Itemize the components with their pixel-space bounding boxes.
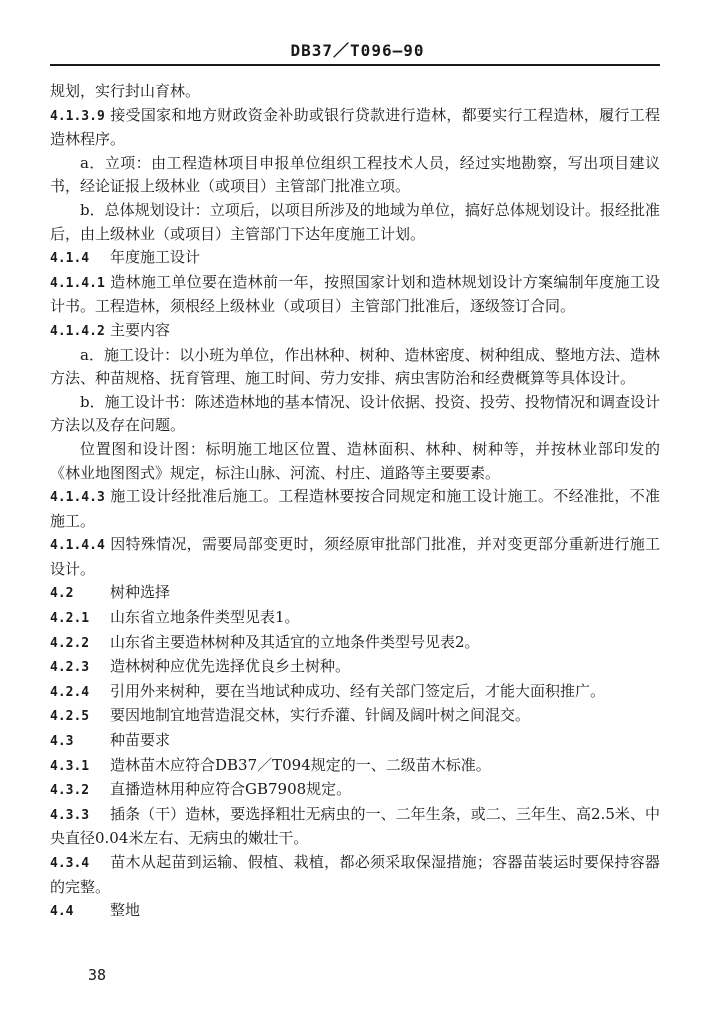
paragraph [50, 391, 660, 438]
paragraph-text: 因特殊情况，需要局部变更时，须经原审批部门批准，并对变更部分重新进行施工设计。 [50, 535, 660, 578]
paragraph-text: 主要内容 [110, 320, 171, 339]
paragraph-text: 引用外来树种，要在当地试种成功、经有关部门签定后，才能大面积推广。 [110, 681, 606, 700]
clause-number: 4.2.2 [50, 635, 90, 651]
paragraph-text: 种苗要求 [110, 731, 171, 750]
clause-number: 4.3 [50, 734, 74, 750]
paragraph-text: 苗木从起苗到运输、假植、栽植，都必须采取保湿措施；容器苗装运时要保持容器的完整。 [50, 853, 660, 896]
paragraph [50, 80, 660, 104]
paragraph [50, 803, 660, 851]
paragraph [50, 152, 660, 199]
page-number: 38 [88, 966, 107, 984]
paragraph [50, 778, 660, 803]
clause-number: 4.2.4 [50, 684, 90, 700]
paragraph [50, 319, 660, 344]
paragraph-text: 位置图和设计图：标明施工地区位置、造林面积、林种、树种等，并按林业部印发的《林业地图图式》规定，标注山脉、河流、村庄、道路等主要要素。 [50, 439, 660, 482]
paragraph-text: 规划，实行封山育林。 [50, 82, 201, 100]
clause-number: 4.2.1 [50, 611, 90, 627]
clause-number: 4.2.3 [50, 660, 90, 676]
paragraph-text: a．立项：由工程造林项目申报单位组织工程技术人员，经过实地勘察，写出项目建议书，经论证报上级林业（或项目）主管部门批准立项。 [50, 153, 660, 196]
paragraph-text: 造林苗木应符合DB37／T094规定的一、二级苗木标准。 [110, 755, 491, 774]
clause-number: 4.1.4 [50, 251, 90, 267]
header-rule [50, 64, 660, 66]
paragraph-text: b．总体规划设计：立项后，以项目所涉及的地域为单位，搞好总体规划设计。报经批准后，由上级林业（或项目）主管部门下达年度施工计划。 [50, 200, 660, 243]
paragraph-text: 施工设计经批准后施工。工程造林要按合同规定和施工设计施工。不经准批，不准施工。 [50, 487, 660, 530]
paragraph-text: 接受国家和地方财政资金补助或银行贷款进行造林，都要实行工程造林，履行工程造林程序。 [50, 105, 660, 149]
clause-number: 4.3.1 [50, 758, 90, 774]
clause-number: 4.2 [50, 586, 74, 602]
paragraph-text: b．施工设计书：陈述造林地的基本情况、设计依据、投资、投劳、投物情况和调查设计方法以及存在问题。 [50, 392, 660, 435]
paragraph [50, 438, 660, 485]
clause-number: 4.1.4.2 [50, 323, 105, 339]
paragraph [50, 655, 660, 680]
document-body [50, 80, 660, 924]
paragraph [50, 631, 660, 656]
paragraph [50, 271, 660, 319]
paragraph-text: 造林施工单位要在造林前一年，按照国家计划和造林规划设计方案编制年度施工设计书。工程造林，须根经上级林业（或项目）主管部门批准后，逐级签订合同。 [50, 272, 660, 316]
paragraph [50, 899, 660, 924]
clause-number: 4.1.3.9 [50, 108, 105, 124]
paragraph [50, 729, 660, 754]
clause-number: 4.1.4.4 [50, 538, 105, 554]
paragraph-text: 山东省立地条件类型见表1。 [110, 608, 300, 627]
paragraph-text: 年度施工设计 [110, 248, 201, 267]
clause-number: 4.1.4.3 [50, 490, 105, 506]
paragraph [50, 606, 660, 631]
paragraph [50, 533, 660, 581]
paragraph-text: 造林树种应优先选择优良乡土树种。 [110, 657, 351, 676]
clause-number: 4.1.4.1 [50, 275, 105, 291]
clause-number: 4.2.5 [50, 709, 90, 725]
page-header-code: DB37／T096—90 [290, 41, 425, 60]
paragraph [50, 704, 660, 729]
paragraph-text: 要因地制宜地营造混交林，实行乔灌、针阔及阔叶树之间混交。 [110, 706, 531, 725]
paragraph [50, 344, 660, 391]
paragraph [50, 680, 660, 705]
clause-number: 4.3.4 [50, 856, 90, 871]
paragraph-text: 直播造林用种应符合GB7908规定。 [110, 780, 352, 799]
paragraph-text: 整地 [110, 901, 141, 920]
clause-number: 4.3.2 [50, 783, 90, 799]
paragraph [50, 581, 660, 606]
paragraph-text: 树种选择 [110, 583, 171, 602]
paragraph [50, 754, 660, 779]
paragraph-text: 插条（干）造林，要选择粗壮无病虫的一、二年生条，或二、三年生、高2.5米、中央直径0.04米左右、无病虫的嫩壮干。 [50, 804, 660, 848]
paragraph [50, 199, 660, 246]
paragraph [50, 851, 660, 899]
clause-number: 4.4 [50, 904, 74, 920]
paragraph-text: 山东省主要造林树种及其适宜的立地条件类型号见表2。 [110, 632, 480, 651]
clause-number: 4.3.3 [50, 807, 90, 823]
paragraph [50, 104, 660, 152]
paragraph-text: a．施工设计：以小班为单位，作出林种、树种、造林密度、树种组成、整地方法、造林方法、种苗规格、抚育管理、施工时间、劳力安排、病虫害防治和经费概算等具体设计。 [50, 345, 660, 388]
paragraph [50, 246, 660, 271]
paragraph [50, 485, 660, 533]
